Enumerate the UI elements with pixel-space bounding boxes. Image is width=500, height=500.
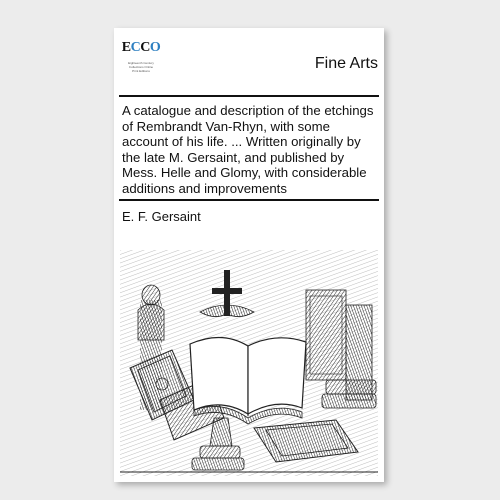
subject-label: Fine Arts xyxy=(314,55,378,72)
ecco-logo-mark: ECCO xyxy=(121,40,161,55)
book-title: A catalogue and description of the etchings of Rembrandt Van-Rhyn, with some account of his life. ... Written originally by the late M. Gersaint, and published by Mess. Helle and Glomy, with considerable additions and improvements xyxy=(122,103,374,196)
top-divider xyxy=(119,95,379,97)
books-engraving xyxy=(120,250,378,476)
ecco-logo-caption: Eighteenth Century Collections Online Print Editions xyxy=(128,61,154,73)
ecco-logo xyxy=(121,40,161,90)
book-author: E. F. Gersaint xyxy=(122,209,201,224)
bottom-divider xyxy=(119,199,379,201)
book-cover xyxy=(114,28,384,482)
